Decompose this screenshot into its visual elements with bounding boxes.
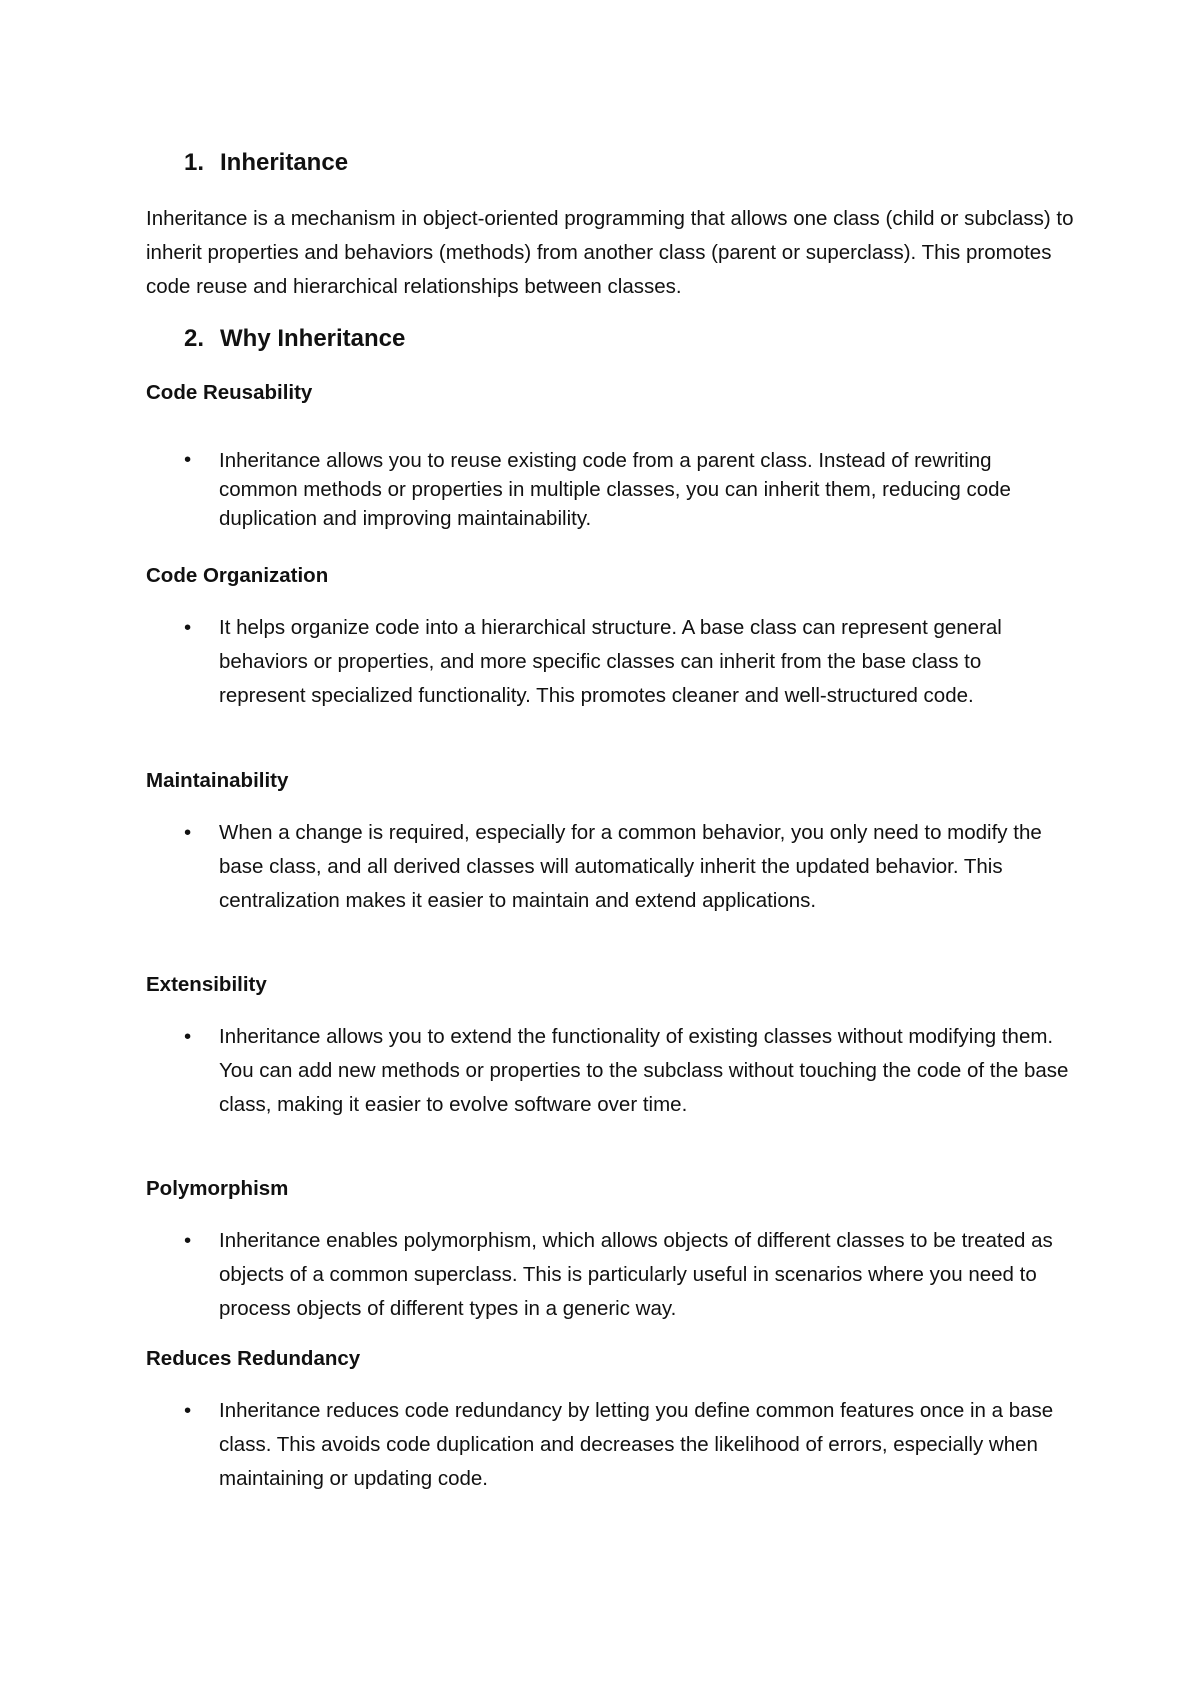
bullet-text-maintainability: When a change is required, especially for a common behavior, you only need to modify the base class, and all derived classes will automatically inherit the updated behavior. This centralization makes it easier to maintain and extend applications. — [219, 821, 1042, 912]
section-number: 1. — [184, 149, 205, 176]
bullet-text-code-reusability: Inheritance allows you to reuse existing code from a parent class. Instead of rewriting common methods or properties in multiple classes, you can inherit them, reducing code duplication and improving maintainability. — [219, 449, 1011, 530]
subheading-extensibility: Extensibility — [146, 973, 267, 996]
bullet-text-reduces-redundancy: Inheritance reduces code redundancy by letting you define common features once in a base class. This avoids code duplication and decreases the likelihood of errors, especially when maintaining or updating code. — [219, 1399, 1054, 1490]
bullet-icon: • — [184, 1229, 192, 1252]
bullet-text-code-organization: It helps organize code into a hierarchical structure. A base class can represent general behaviors or properties, and more specific classes can inherit from the base class to represent specialized functionality. This promotes cleaner and well-structured code. — [219, 616, 1002, 707]
section-title: Inheritance — [220, 149, 349, 176]
bullet-icon: • — [184, 821, 192, 844]
bullet-text-polymorphism: Inheritance enables polymorphism, which allows objects of different classes to be treated as objects of a common superclass. This is particularly useful in scenarios where you need to process objects of different types in a generic way. — [219, 1229, 1053, 1320]
subheading-code-reusability: Code Reusability — [146, 381, 313, 404]
inheritance-definition-paragraph: Inheritance is a mechanism in object-oriented programming that allows one class (child or subclass) to inherit properties and behaviors (methods) from another class (parent or superclass). This promotes code reuse and hierarchical relationships between classes. — [146, 207, 1074, 298]
bullet-icon: • — [184, 616, 192, 639]
subheading-reduces-redundancy: Reduces Redundancy — [146, 1347, 361, 1370]
subheading-code-organization: Code Organization — [146, 564, 329, 587]
section-number: 2. — [184, 325, 205, 352]
bullet-icon: • — [184, 1025, 192, 1048]
section-heading-why-inheritance — [184, 324, 405, 354]
subheading-polymorphism: Polymorphism — [146, 1177, 289, 1200]
bullet-icon: • — [184, 448, 192, 471]
bullet-text-extensibility: Inheritance allows you to extend the functionality of existing classes without modifying them. You can add new methods or properties to the subclass without touching the code of the base class, making it easier to evolve software over time. — [219, 1025, 1069, 1116]
section-heading-inheritance — [184, 148, 348, 178]
bullet-icon: • — [184, 1399, 192, 1422]
subheading-maintainability: Maintainability — [146, 769, 289, 792]
section-title: Why Inheritance — [220, 325, 406, 352]
